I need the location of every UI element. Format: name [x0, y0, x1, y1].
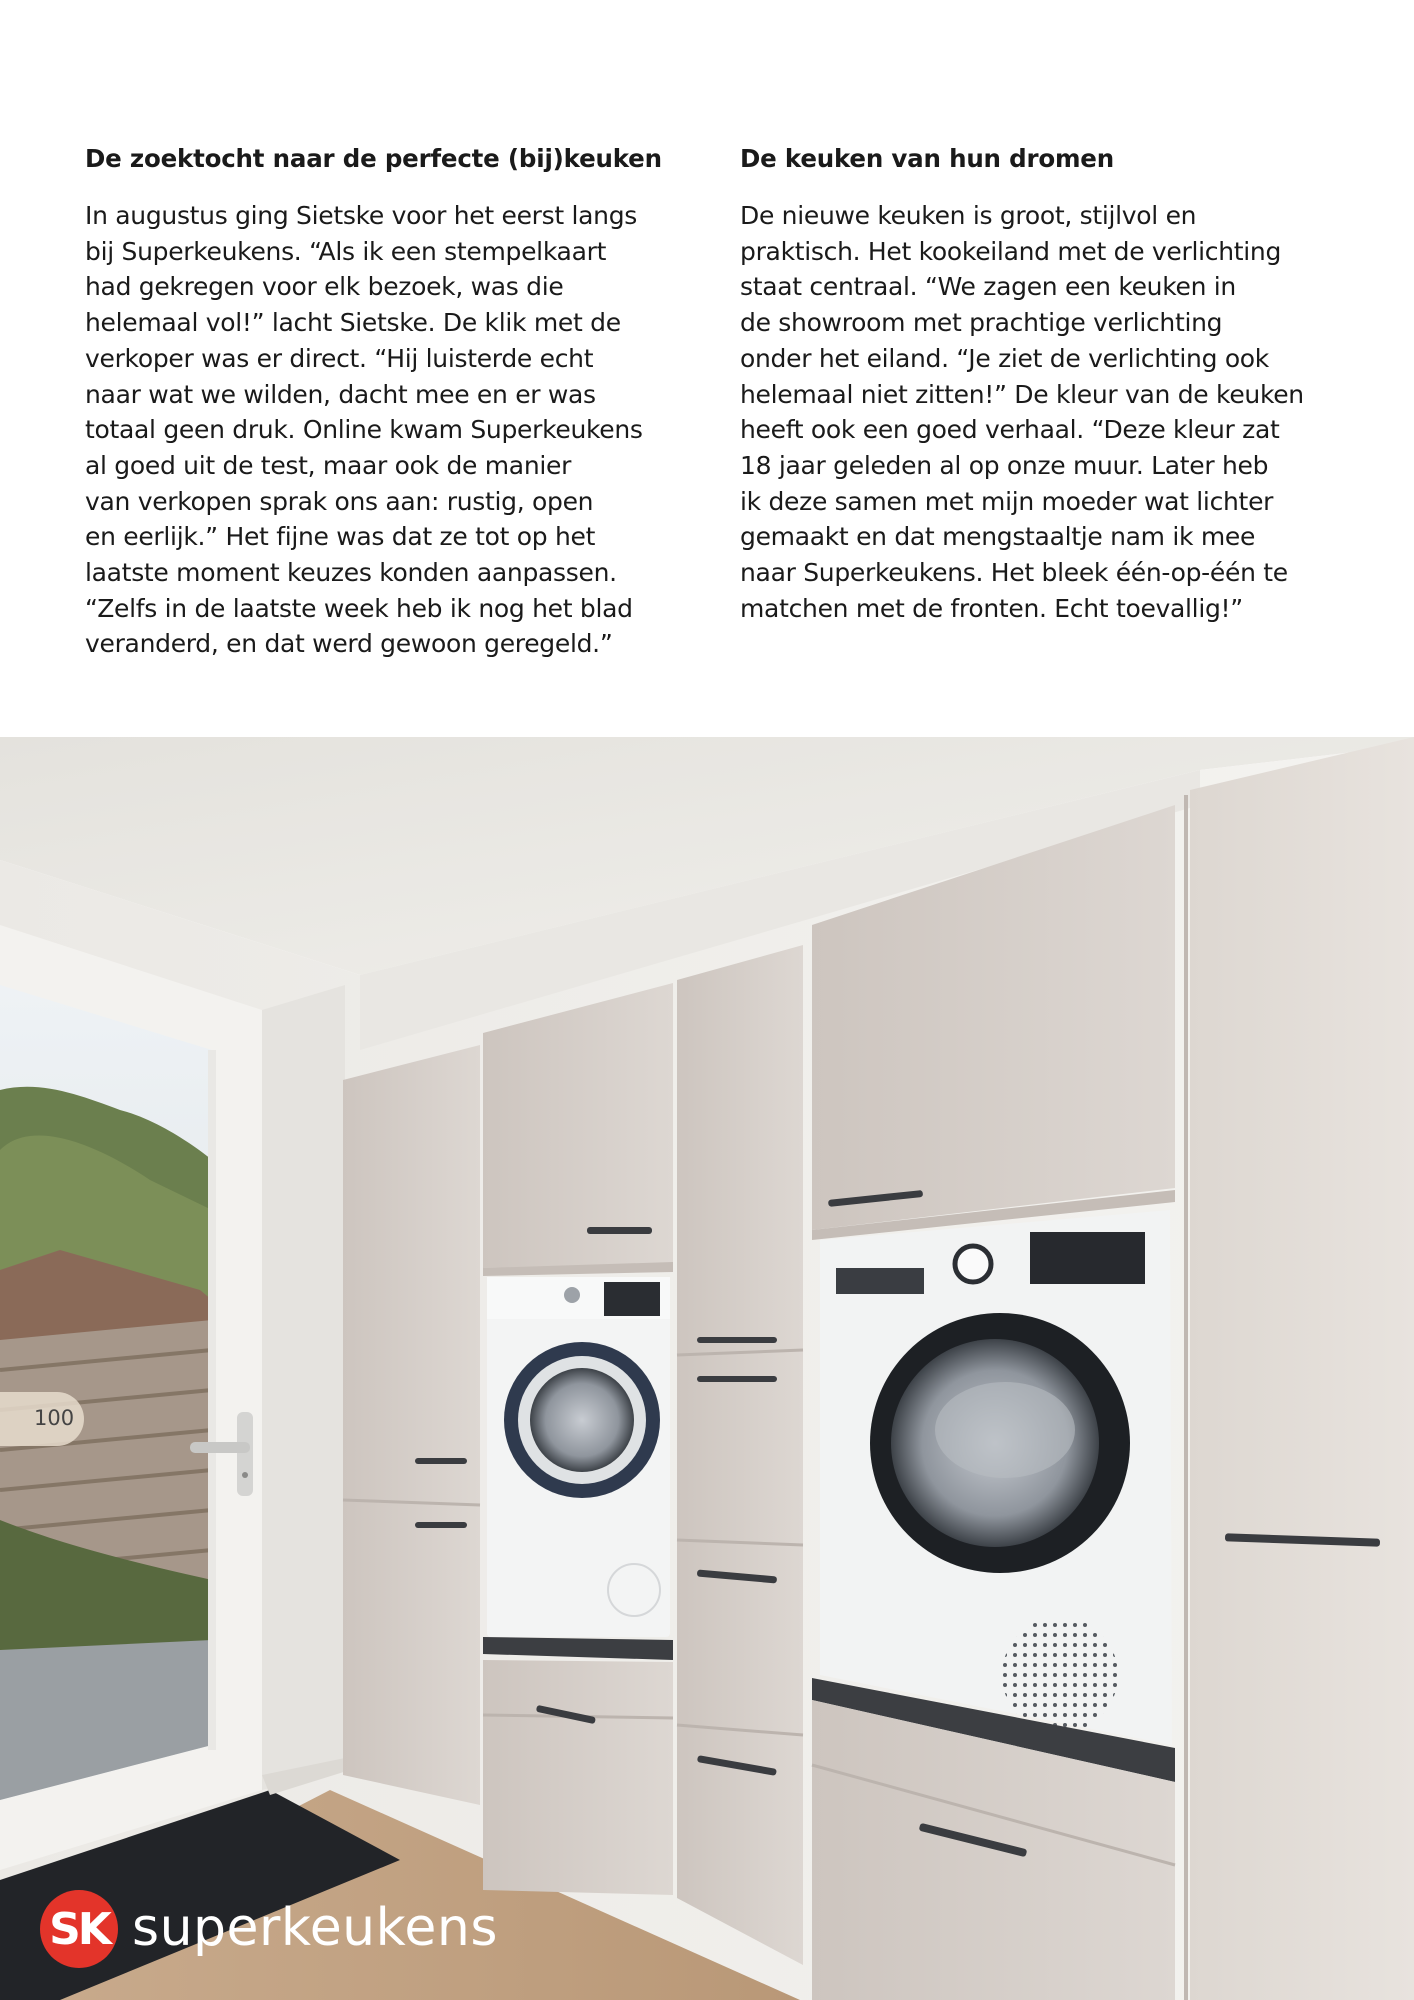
logo-mark-icon: [40, 1890, 118, 1968]
text-line: “Zelfs in de laatste week heb ik nog het blad: [85, 593, 633, 623]
laundry-room-photo: [0, 737, 1414, 2000]
text-line: verkoper was er direct. “Hij luisterde echt: [85, 343, 594, 373]
text-line: en eerlijk.” Het fijne was dat ze tot op het: [85, 522, 596, 552]
text-line: helemaal niet zitten!” De kleur van de keuken: [740, 379, 1304, 409]
text-line: helemaal vol!” lacht Sietske. De klik met de: [85, 308, 621, 338]
text-line: van verkopen sprak ons aan: rustig, open: [85, 486, 594, 516]
logo-mark-text: SK: [49, 1904, 109, 1955]
logo-wordmark: superkeukens: [132, 1898, 498, 1958]
section-heading-left: De zoektocht naar de perfecte (bij)keuken: [85, 144, 662, 173]
text-line: totaal geen druk. Online kwam Superkeukens: [85, 415, 643, 445]
article-column-left: [85, 142, 675, 662]
text-line: praktisch. Het kookeiland met de verlichting: [740, 236, 1282, 266]
text-line: veranderd, en dat werd gewoon geregeld.”: [85, 629, 613, 659]
text-line: naar Superkeukens. Het bleek één-op-één te: [740, 558, 1288, 588]
text-line: 18 jaar geleden al op onze muur. Later heb: [740, 450, 1269, 480]
text-line: In augustus ging Sietske voor het eerst langs: [85, 201, 638, 230]
text-line: naar wat we wilden, dacht mee en er was: [85, 379, 596, 409]
page-number-tab: [0, 1392, 84, 1446]
text-line: gemaakt en dat mengstaaltje nam ik mee: [740, 522, 1256, 552]
text-line: had gekregen voor elk bezoek, was die: [85, 272, 564, 302]
text-line: De nieuwe keuken is groot, stijlvol en: [740, 201, 1197, 230]
text-line: al goed uit de test, maar ook de manier: [85, 450, 572, 480]
page-number: 100: [34, 1406, 75, 1430]
text-line: matchen met de fronten. Echt toevallig!”: [740, 593, 1243, 623]
text-line: bij Superkeukens. “Als ik een stempelkaart: [85, 236, 607, 266]
article-column-right: [740, 142, 1330, 626]
body-text-left: [85, 198, 675, 662]
text-line: laatste moment keuzes konden aanpassen.: [85, 558, 617, 588]
text-line: staat centraal. “We zagen een keuken in: [740, 272, 1236, 302]
text-line: onder het eiland. “Je ziet de verlichting ook: [740, 343, 1269, 373]
text-line: de showroom met prachtige verlichting: [740, 308, 1223, 338]
text-line: heeft ook een goed verhaal. “Deze kleur zat: [740, 415, 1280, 445]
text-line: ik deze samen met mijn moeder wat lichter: [740, 486, 1274, 516]
body-text-right: [740, 198, 1330, 626]
section-heading-right: De keuken van hun dromen: [740, 144, 1114, 173]
